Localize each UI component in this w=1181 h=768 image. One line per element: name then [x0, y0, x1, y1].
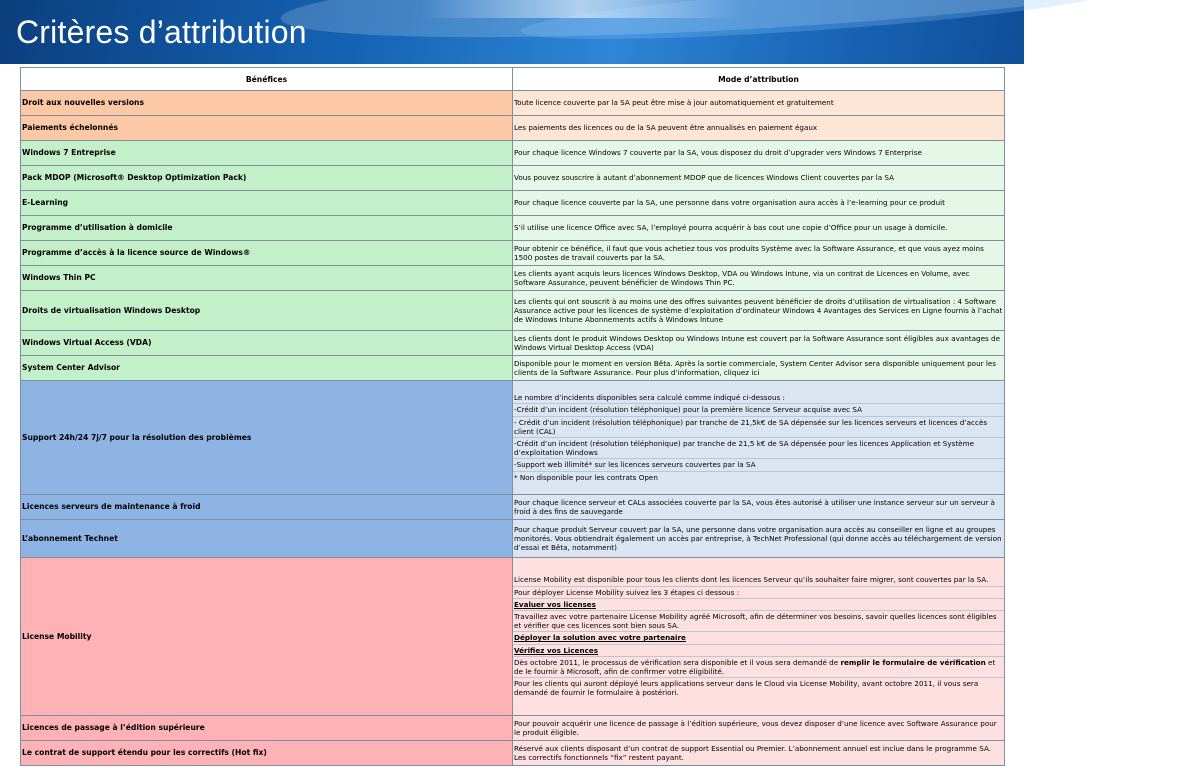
- benefit-cell: L’abonnement Technet: [21, 520, 513, 558]
- attribution-mode-cell: [513, 91, 1005, 116]
- table-body: [21, 91, 1005, 766]
- benefit-cell: Droits de virtualisation Windows Desktop: [21, 291, 513, 331]
- benefit-cell: Droit aux nouvelles versions: [21, 91, 513, 116]
- table-row: [21, 166, 1005, 191]
- mode-line: Vous pouvez souscrire à autant d’abonnement MDOP que de licences Windows Client couvertes par la SA: [514, 173, 894, 183]
- criteria-table-container: [20, 67, 1004, 762]
- mode-line: Disponible pour le moment en version Bêta. Après la sortie commerciale, System Center Advisor sera disponible uniquement pour les clients de la Software Assurance. Pour plus d’information, cliquez ici: [514, 358, 997, 377]
- mode-line: S’il utilise une licence Office avec SA, l’employé pourra acquérir à bas cout une copie d’Office pour un usage à domicile.: [514, 223, 948, 233]
- benefit-cell: Support 24h/24 7j/7 pour la résolution des problèmes: [21, 381, 513, 495]
- mode-line: -Crédit d’un incident (résolution téléphonique) pour la première licence Serveur acquise avec SA: [513, 403, 1004, 415]
- table-row: [21, 266, 1005, 291]
- mode-line: Pour déployer License Mobility suivez les 3 étapes ci dessous :: [513, 586, 1004, 598]
- benefit-cell: Licences serveurs de maintenance à froid: [21, 495, 513, 520]
- attribution-mode-cell: [513, 216, 1005, 241]
- mode-line: Vérifiez vos Licences: [513, 644, 1004, 656]
- benefit-cell: Pack MDOP (Microsoft® Desktop Optimization Pack): [21, 166, 513, 191]
- title-banner: [0, 0, 1024, 64]
- table-row: [21, 381, 1005, 495]
- mode-line: Pour les clients qui auront déployé leurs applications serveur dans le Cloud via License Mobility, avant octobre 2011, il vous sera demandé de fournir le formulaire à postériori.: [513, 677, 1004, 698]
- table-row: [21, 291, 1005, 331]
- table-row: [21, 558, 1005, 716]
- table-row: [21, 495, 1005, 520]
- table-row: [21, 91, 1005, 116]
- benefit-cell: E-Learning: [21, 191, 513, 216]
- mode-line: Pour chaque licence Windows 7 couverte par la SA, vous disposez du droit d’upgrader vers Windows 7 Enterprise: [514, 148, 922, 158]
- benefit-cell: Programme d’utilisation à domicile: [21, 216, 513, 241]
- mode-line: Pour chaque licence couverte par la SA, une personne dans votre organisation aura accès à l’e-learning pour ce produit: [514, 198, 945, 208]
- attribution-mode-cell: [513, 520, 1005, 558]
- mode-line: -Crédit d’un incident (résolution téléphonique) par tranche de 21,5 k€ de SA dépensée pour les licences Application et Système d’exploitation Windows: [513, 437, 1004, 458]
- mode-line: - Crédit d’un incident (résolution téléphonique) par tranche de 21,5k€ de SA dépensée sur les licences serveurs et licences d’accès client (CAL): [513, 416, 1004, 437]
- mode-line: License Mobility est disponible pour tous les clients dont les licences Serveur qu’ils souhaiter faire migrer, sont couvertes par la SA.: [514, 575, 989, 585]
- benefit-cell: License Mobility: [21, 558, 513, 716]
- attribution-mode-cell: [513, 291, 1005, 331]
- attribution-mode-cell: [513, 116, 1005, 141]
- benefit-cell: Licences de passage à l’édition supérieure: [21, 716, 513, 741]
- table-row: [21, 331, 1005, 356]
- table-row: [21, 741, 1005, 766]
- benefit-cell: Programme d’accès à la licence source de Windows®: [21, 241, 513, 266]
- mode-line: Déployer la solution avec votre partenaire: [513, 631, 1004, 643]
- attribution-mode-cell: [513, 331, 1005, 356]
- table-row: [21, 241, 1005, 266]
- mode-line: Le nombre d’incidents disponibles sera calculé comme indiqué ci-dessous :: [514, 393, 785, 403]
- attribution-mode-cell: [513, 141, 1005, 166]
- attribution-mode-cell: [513, 495, 1005, 520]
- benefit-cell: Windows 7 Entreprise: [21, 141, 513, 166]
- mode-line: Pour chaque produit Serveur couvert par la SA, une personne dans votre organisation aura accès au conseiller en ligne et au groupes monitorés. Vous obtiendrait également un accès par entreprise, à TechNet Professional (qui donne accès au téléchargement de version d’essai et Bêta, notamment): [514, 524, 1002, 553]
- mode-line: Les clients qui ont souscrit à au moins une des offres suivantes peuvent bénéficier de droits d’utilisation de virtualisation : 4 Software Assurance active pour les licences de système d’exploitation d’ordinateur Windows 4 Avantages des Services en Ligne fournis à l’achat de Windows Intune Abonnements actifs à Windows Intune: [514, 296, 1003, 325]
- attribution-mode-cell: [513, 266, 1005, 291]
- attribution-mode-cell: [513, 716, 1005, 741]
- benefit-cell: Paiements échelonnés: [21, 116, 513, 141]
- benefit-cell: Le contrat de support étendu pour les correctifs (Hot fix): [21, 741, 513, 766]
- attribution-mode-cell: [513, 381, 1005, 495]
- table-row: [21, 716, 1005, 741]
- mode-line: Les clients ayant acquis leurs licences Windows Desktop, VDA ou Windows Intune, via un contrat de Licences en Volume, avec Software Assurance, peuvent bénéficier de Windows Thin PC.: [514, 268, 970, 287]
- mode-text: et de le fournir à Microsoft, afin de confirmer votre éligibilité.: [514, 657, 996, 676]
- mode-line: -Support web illimité* sur les licences serveurs couvertes par la SA: [513, 458, 1004, 470]
- criteria-table: [20, 67, 1005, 766]
- mode-line: [513, 656, 1004, 677]
- attribution-mode-cell: [513, 356, 1005, 381]
- mode-line: * Non disponible pour les contrats Open: [513, 471, 1004, 483]
- header-benefits: Bénéfices: [21, 68, 513, 91]
- mode-line: Les paiements des licences ou de la SA peuvent être annualisés en paiement égaux: [514, 123, 818, 133]
- header-attribution-mode: Mode d’attribution: [513, 68, 1005, 91]
- mode-bold-text: remplir le formulaire de vérification: [840, 657, 986, 667]
- table-header-row: [21, 68, 1005, 91]
- attribution-mode-cell: [513, 191, 1005, 216]
- banner-glow: [420, 0, 740, 18]
- table-row: [21, 116, 1005, 141]
- table-row: [21, 191, 1005, 216]
- attribution-mode-cell: [513, 166, 1005, 191]
- mode-line: Pour chaque licence serveur et CALs associées couverte par la SA, vous êtes autorisé à utiliser une instance serveur sur un serveur à froid à des fins de sauvegarde: [514, 497, 995, 516]
- mode-line: Toute licence couverte par la SA peut être mise à jour automatiquement et gratuitement: [514, 98, 834, 108]
- table-row: [21, 520, 1005, 558]
- mode-line: Les clients dont le produit Windows Desktop ou Windows Intune est couvert par la Software Assurance sont éligibles aux avantages de Windows Virtual Desktop Access (VDA): [514, 333, 1001, 352]
- mode-line: Travaillez avec votre partenaire License Mobility agréé Microsoft, afin de déterminer vos besoins, savoir quelles licences sont éligibles et vérifier que ces licences sont bien sous SA.: [513, 610, 1004, 631]
- benefit-cell: Windows Thin PC: [21, 266, 513, 291]
- benefit-cell: System Center Advisor: [21, 356, 513, 381]
- mode-line: Pour obtenir ce bénéfice, il faut que vous achetiez tous vos produits Système avec la Software Assurance, et que vous ayez moins 1500 postes de travail couverts par la SA.: [514, 243, 984, 262]
- attribution-mode-cell: [513, 558, 1005, 716]
- mode-line: Réservé aux clients disposant d’un contrat de support Essential ou Premier. L’abonnement annuel est inclue dans le programme SA. Les correctifs fonctionnels “fix” restent payant.: [514, 743, 992, 762]
- mode-text: Dès octobre 2011, le processus de vérification sera disponible et il vous sera demandé de: [514, 657, 841, 667]
- mode-line: Evaluer vos licenses: [513, 598, 1004, 610]
- table-row: [21, 216, 1005, 241]
- attribution-mode-cell: [513, 741, 1005, 766]
- mode-line: Pour pouvoir acquérir une licence de passage à l’édition supérieure, vous devez disposer d’une licence avec Software Assurance pour le produit éligible.: [514, 718, 997, 737]
- benefit-cell: Windows Virtual Access (VDA): [21, 331, 513, 356]
- page-title: Critères d’attribution: [16, 14, 307, 50]
- table-row: [21, 356, 1005, 381]
- attribution-mode-cell: [513, 241, 1005, 266]
- table-row: [21, 141, 1005, 166]
